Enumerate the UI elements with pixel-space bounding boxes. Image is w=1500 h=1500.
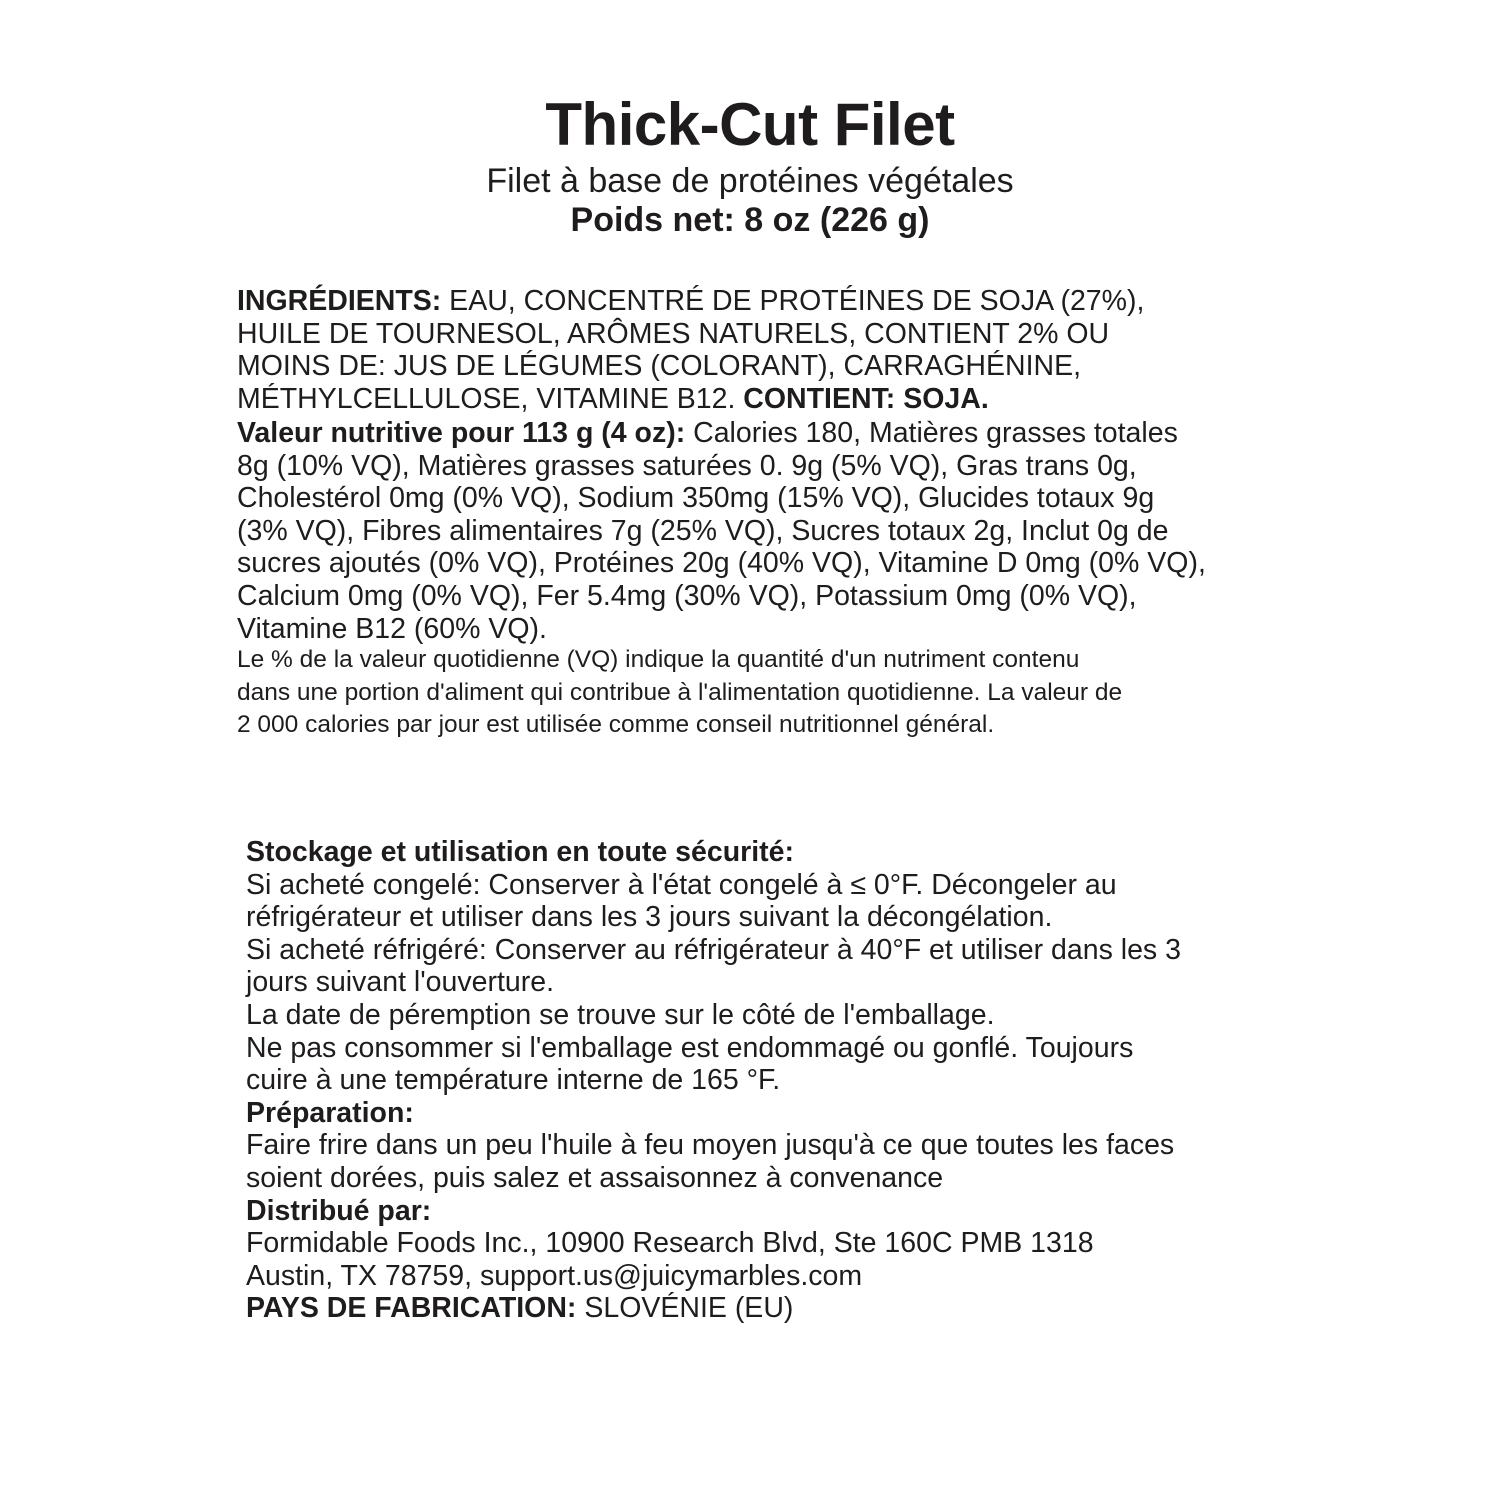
nutrition-label: Valeur nutritive pour 113 g (4 oz): (237, 417, 686, 449)
daily-value-note: Le % de la valeur quotidienne (VQ) indique la quantité d'un nutriment contenu dans une portion d'aliment qui contribue à l'alimentation quotidienne. La valeur de 2 000 calories par jour est utilisée comme conseil nutritionnel général. (237, 646, 1123, 739)
distributor-heading: Distribué par: (246, 1194, 432, 1227)
preparation-text: Faire frire dans un peu l'huile à feu moyen jusqu'à ce que toutes les faces soient dorées, puis salez et assaisonnez à convenance (246, 1129, 1175, 1194)
country-of-origin (246, 1292, 1306, 1325)
preparation-heading: Préparation: (246, 1096, 414, 1129)
distributor-text: Formidable Foods Inc., 10900 Research Blvd, Ste 160C PMB 1318 Austin, TX 78759, support.us@juicymarbles.com (246, 1227, 1094, 1292)
net-weight: Poids net: 8 oz (226 g) (570, 201, 930, 239)
ingredients-text: EAU, CONCENTRÉ DE PROTÉINES DE SOJA (27%), HUILE DE TOURNESOL, ARÔMES NATURELS, CONTIENT 2% OU MOINS DE: JUS DE LÉGUMES (COLORANT), CARRAGHÉNINE, MÉTHYLCELLULOSE, VITAMINE B12. (237, 285, 1145, 415)
storage-expiry: La date de péremption se trouve sur le côté de l'emballage. (246, 998, 995, 1031)
storage-warning: Ne pas consommer si l'emballage est endommagé ou gonflé. Toujours cuire à une température interne de 165 °F. (246, 1031, 1134, 1097)
storage-refrigerated: Si acheté réfrigéré: Conserver au réfrigérateur à 40°F et utiliser dans les 3 jours suivant l'ouverture. (246, 933, 1181, 999)
storage-frozen: Si acheté congelé: Conserver à l'état congelé à ≤ 0°F. Décongeler au réfrigérateur et utiliser dans les 3 jours suivant la décongélation. (246, 868, 1117, 934)
allergen-statement: CONTIENT: SOJA. (743, 382, 989, 415)
ingredients-label: INGRÉDIENTS: (237, 285, 442, 317)
nutrition-text: Calories 180, Matières grasses totales 8g (10% VQ), Matières grasses saturées 0. 9g (5% VQ), Gras trans 0g, Cholestérol 0mg (0% VQ), Sodium 350mg (15% VQ), Glucides totaux 9g (3% VQ), Fibres alimentaires 7g (25% VQ), Sucres totaux 2g, Inclut 0g de sucres ajoutés (0% VQ), Protéines 20g (40% VQ), Vitamine D 0mg (0% VQ), Calcium 0mg (0% VQ), Fer 5.4mg (30% VQ), Potassium 0mg (0% VQ), Vitamine B12 (60% VQ). (237, 417, 1206, 645)
ingredients-section (237, 285, 1297, 415)
origin-label: PAYS DE FABRICATION: (246, 1292, 577, 1325)
storage-preparation-section (246, 836, 1306, 1325)
product-title: Thick-Cut Filet (545, 91, 955, 158)
origin-value: SLOVÉNIE (EU) (576, 1292, 794, 1325)
storage-heading: Stockage et utilisation en toute sécurité: (246, 836, 794, 868)
nutrition-section (237, 417, 1297, 645)
label-header (0, 88, 1500, 240)
product-subtitle: Filet à base de protéines végétales (486, 162, 1014, 200)
